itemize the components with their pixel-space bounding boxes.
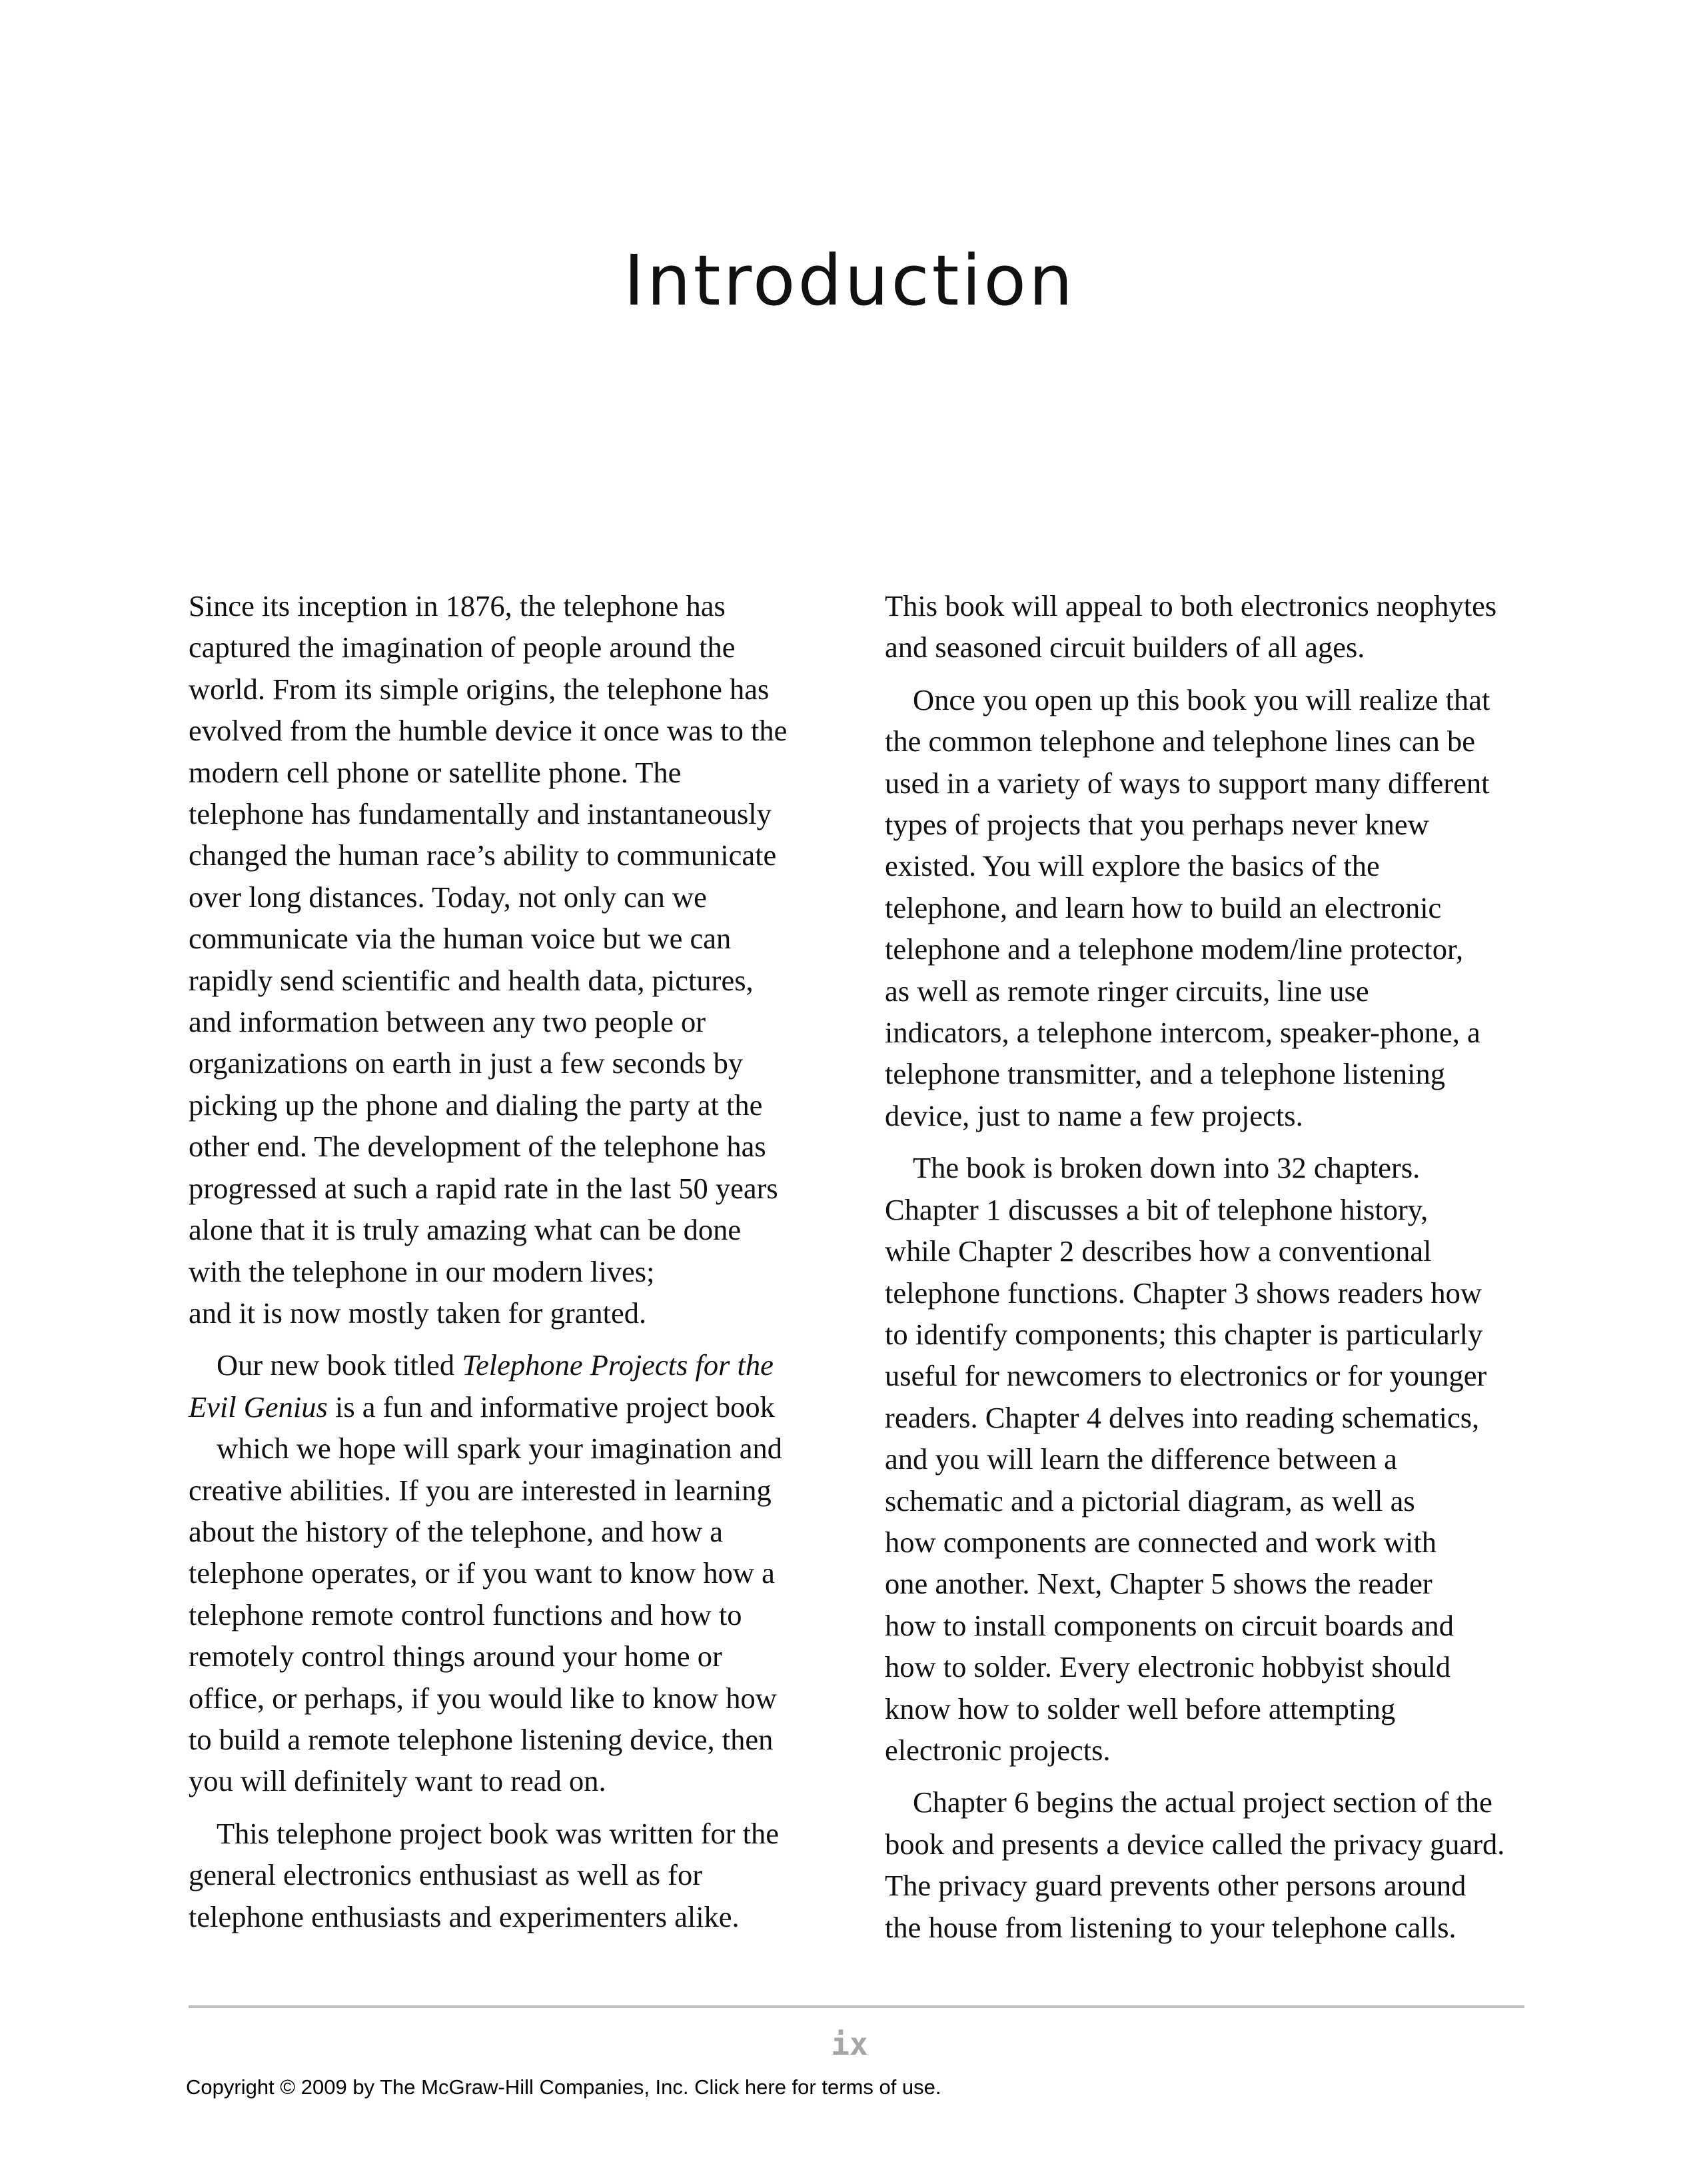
text-line: telephone and a telephone modem/line protector, <box>885 932 1464 966</box>
text-line: while Chapter 2 describes how a conventional <box>885 1234 1432 1268</box>
text-line: creative abilities. If you are interested in learning <box>189 1473 772 1507</box>
text-line: evolved from the humble device it once was to the <box>189 714 788 748</box>
text-line: indicators, a telephone intercom, speaker-phone, a <box>885 1016 1480 1050</box>
text-line: types of projects that you perhaps never knew <box>885 808 1429 842</box>
text-line: office, or perhaps, if you would like to know how <box>189 1681 777 1715</box>
text-run: Our new book titled <box>217 1348 462 1382</box>
text-line: how components are connected and work with <box>885 1525 1436 1559</box>
left-column <box>189 585 828 1948</box>
text-line: modern cell phone or satellite phone. The <box>189 755 682 789</box>
text-line: Once you open up this book you will realize that <box>913 682 1490 716</box>
text-line: which we hope will spark your imagination and <box>217 1432 783 1466</box>
book-title-italic: Telephone Projects for the <box>462 1348 774 1382</box>
text-line: Since its inception in 1876, the telephone has <box>189 589 726 622</box>
text-line: to build a remote telephone listening device, then <box>189 1722 774 1756</box>
text-line: other end. The development of the telephone has <box>189 1130 766 1164</box>
text-line: how to install components on circuit boards and <box>885 1608 1454 1642</box>
text-line: Chapter 1 discusses a bit of telephone history, <box>885 1192 1428 1226</box>
text-line: how to solder. Every electronic hobbyist should <box>885 1650 1451 1684</box>
text-line: useful for newcomers to electronics or for younger <box>885 1359 1487 1393</box>
text-line: The privacy guard prevents other persons around <box>885 1869 1466 1903</box>
page-title: Introduction <box>624 240 1075 321</box>
text-line: book and presents a device called the privacy guard. <box>885 1827 1505 1861</box>
text-line: as well as remote ringer circuits, line use <box>885 974 1369 1008</box>
text-line: world. From its simple origins, the telephone has <box>189 672 770 706</box>
text-line: communicate via the human voice but we can <box>189 922 732 956</box>
text-line: about the history of the telephone, and how a <box>189 1514 724 1548</box>
footer-divider <box>189 2005 1524 2008</box>
text-line: electronic projects. <box>885 1733 1111 1767</box>
text-line: rapidly send scientific and health data, pictures, <box>189 963 754 997</box>
text-line: existed. You will explore the basics of the <box>885 849 1380 883</box>
text-line: device, just to name a few projects. <box>885 1098 1303 1132</box>
text-line: This book will appeal to both electronics neophytes <box>885 589 1497 622</box>
text-line <box>189 1386 828 1428</box>
text-line: captured the imagination of people around the <box>189 630 736 664</box>
right-column <box>885 585 1524 1959</box>
text-line: organizations on earth in just a few seconds by <box>189 1046 744 1080</box>
text-line: The book is broken down into 32 chapters. <box>913 1151 1420 1185</box>
text-line: readers. Chapter 4 delves into reading schematics, <box>885 1400 1480 1434</box>
book-title-italic: Evil Genius <box>189 1390 328 1424</box>
page-number: ix <box>831 2026 868 2062</box>
text-line: to identify components; this chapter is particularly <box>885 1317 1483 1351</box>
text-line: and information between any two people or <box>189 1005 706 1039</box>
paragraph <box>885 679 1524 1136</box>
text-line: used in a variety of ways to support many different <box>885 766 1490 800</box>
text-line: the house from listening to your telephone calls. <box>885 1910 1456 1944</box>
paragraph <box>885 585 1524 668</box>
text-line: one another. Next, Chapter 5 shows the reader <box>885 1567 1432 1601</box>
text-line: telephone remote control functions and how to <box>189 1598 742 1632</box>
text-line: telephone functions. Chapter 3 shows readers how <box>885 1276 1482 1310</box>
text-line: and you will learn the difference between a <box>885 1442 1397 1476</box>
paragraph <box>885 1781 1524 1948</box>
text-line: with the telephone in our modern lives; <box>189 1254 655 1288</box>
text-line: Chapter 6 begins the actual project section of the <box>913 1785 1492 1819</box>
text-line: know how to solder well before attempting <box>885 1691 1396 1725</box>
paragraph <box>189 1344 828 1801</box>
text-line: general electronics enthusiast as well as for <box>189 1858 703 1892</box>
text-line: alone that it is truly amazing what can be done <box>189 1213 742 1247</box>
text-line: telephone, and learn how to build an electronic <box>885 890 1442 924</box>
text-line <box>189 1344 828 1386</box>
paragraph <box>189 1813 828 1937</box>
text-line: changed the human race’s ability to communicate <box>189 838 777 872</box>
text-run: is a fun and informative project book <box>327 1390 775 1424</box>
text-line: progressed at such a rapid rate in the last 50 years <box>189 1171 778 1205</box>
text-line: telephone operates, or if you want to know how a <box>189 1556 775 1590</box>
text-line: schematic and a pictorial diagram, as well as <box>885 1484 1415 1518</box>
text-line: telephone has fundamentally and instantaneously <box>189 797 772 831</box>
text-line: This telephone project book was written for the <box>217 1816 780 1850</box>
text-line: remotely control things around your home or <box>189 1639 722 1673</box>
paragraph <box>885 1147 1524 1771</box>
text-line: and seasoned circuit builders of all ages. <box>885 630 1365 664</box>
text-line: you will definitely want to read on. <box>189 1764 606 1798</box>
text-line: and it is now mostly taken for granted. <box>189 1296 647 1330</box>
text-line: over long distances. Today, not only can we <box>189 880 707 914</box>
text-line: picking up the phone and dialing the party at the <box>189 1088 763 1122</box>
paragraph-rest <box>189 1428 828 1802</box>
paragraph <box>189 585 828 1334</box>
copyright-link[interactable]: Copyright © 2009 by The McGraw-Hill Companies, Inc. Click here for terms of use. <box>186 2075 941 2099</box>
text-line: telephone transmitter, and a telephone listening <box>885 1057 1445 1091</box>
text-line: telephone enthusiasts and experimenters alike. <box>189 1899 740 1933</box>
text-line: the common telephone and telephone lines can be <box>885 724 1475 758</box>
